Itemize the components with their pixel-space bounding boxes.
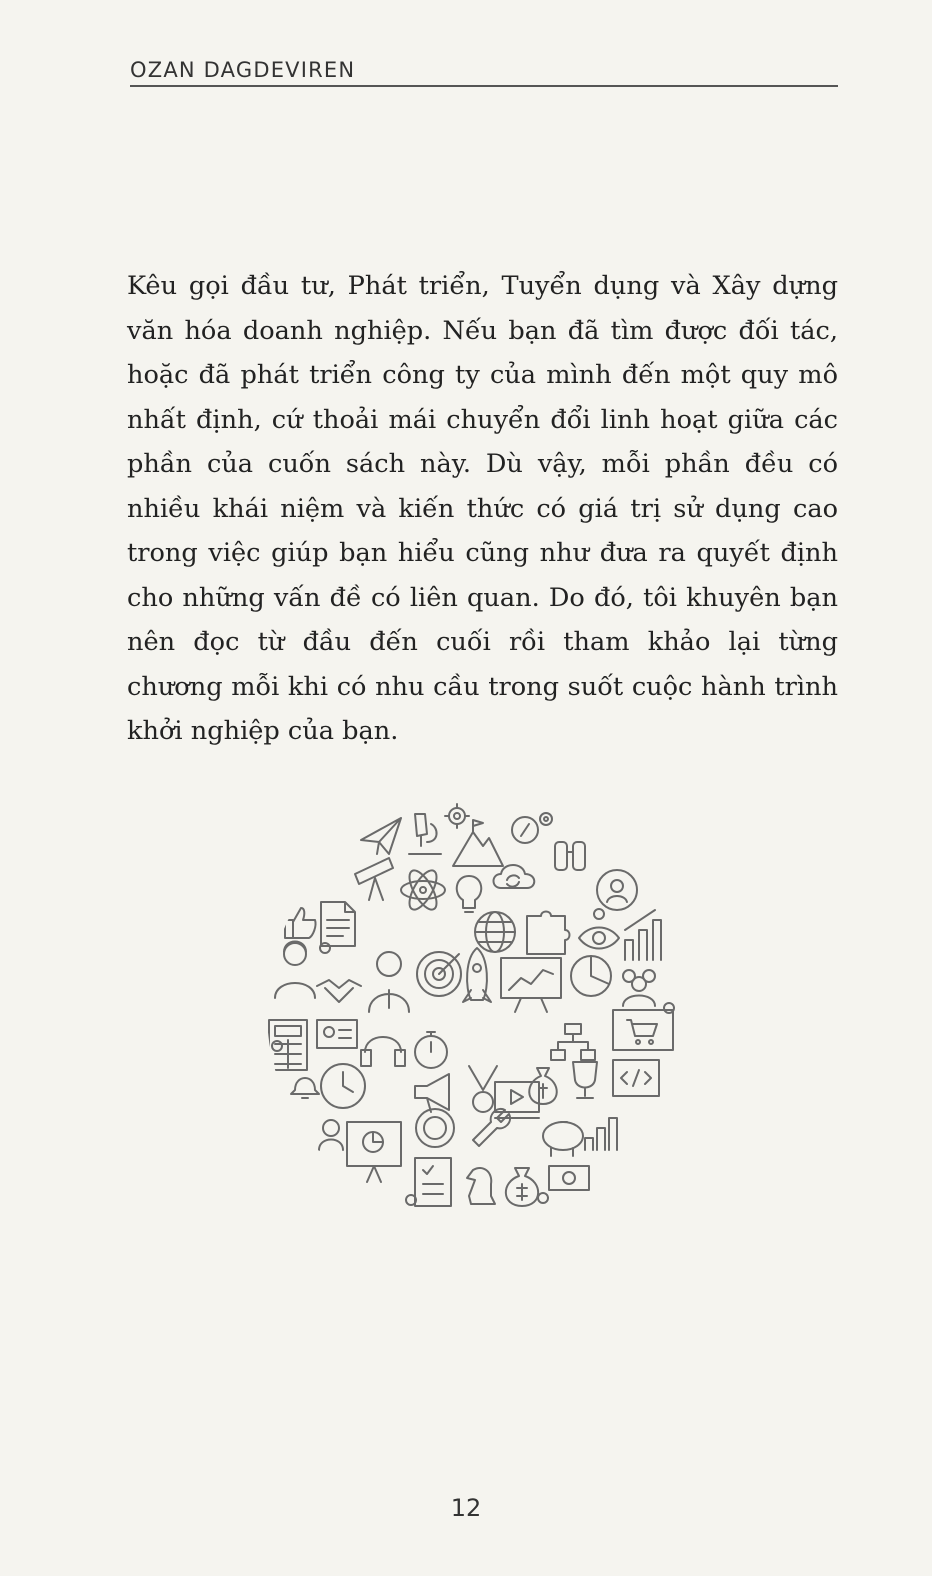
wrench-icon [473,1109,510,1146]
microscope-icon [409,814,441,854]
calculator-icon [269,1020,307,1070]
dollar-bag-icon [506,1168,538,1206]
target-icon [417,952,461,996]
bell-icon [291,1078,319,1098]
gear-icon [445,804,469,828]
trophy-icon [573,1062,597,1098]
user-target-icon [597,870,637,910]
body-paragraph: Kêu gọi đầu tư, Phát triển, Tuyển dụng và Xây dựng văn hóa doanh nghiệp. Nếu bạn đã tìm được đối tác, hoặc đã phát triển công ty của mình đến một quy mô nhất định, cứ thoải mái chuyển đổi linh hoạt giữa các phần của cuốn sách này. Dù vậy, mỗi phần đều có nhiều khái niệm và kiến thức có giá trị sử dụng cao trong việc giúp bạn hiểu cũng như đưa ra quyết định cho những vấn đề có liên quan. Do đó, tôi khuyên bạn nên đọc từ đầu đến cuối rồi tham khảo lại từng chương mỗi khi có nhu cầu trong suốt cuộc hành trình khởi nghiệp của bạn. [127,271,838,746]
running-header-author: OZAN DAGDEVIREN [130,58,356,82]
headset-icon [361,1037,405,1066]
eye-icon [579,928,619,949]
binoculars-icon [555,842,585,870]
checklist-icon [415,1158,451,1206]
line-chart-board-icon [501,958,561,1012]
bar-chart-icon [625,910,661,960]
medal-icon [469,1066,497,1112]
thumbs-up-icon [285,908,316,938]
chess-knight-icon [467,1168,495,1204]
user-gear-icon [319,1120,343,1150]
shopping-cart-icon [613,1010,673,1050]
lightbulb-icon [457,876,482,912]
stopwatch-icon [415,1032,447,1068]
pie-chart-icon [571,956,611,996]
handshake-icon [317,980,361,1002]
businesswoman-icon [275,942,315,999]
donut-chart-icon [416,1109,454,1147]
growth-bar-icon [585,1118,617,1150]
code-icon [613,1060,659,1096]
id-card-icon [317,1020,357,1048]
rocket-icon [463,948,491,1002]
money-bag-icon [529,1068,557,1104]
org-chart-icon [551,1024,595,1060]
header-rule [130,85,838,87]
mountain-flag-icon [453,820,503,866]
puzzle-icon [527,912,570,955]
business-icons-circle-illustration [265,798,693,1226]
document-icon [321,902,355,946]
banknote-icon [549,1166,589,1190]
team-icon [623,970,655,1006]
clock-icon [321,1064,365,1108]
presentation-icon [347,1122,401,1182]
gear-icon [540,813,552,825]
businessman-icon [369,952,409,1012]
telescope-icon [355,858,393,900]
page-number: 12 [450,1494,482,1522]
megaphone-icon [415,1074,449,1112]
atom-icon [401,866,445,913]
compass-icon [512,817,538,843]
paper-plane-icon [361,818,401,854]
globe-icon [475,912,515,952]
piggy-bank-icon [543,1122,583,1156]
cloud-sync-icon [494,865,535,888]
